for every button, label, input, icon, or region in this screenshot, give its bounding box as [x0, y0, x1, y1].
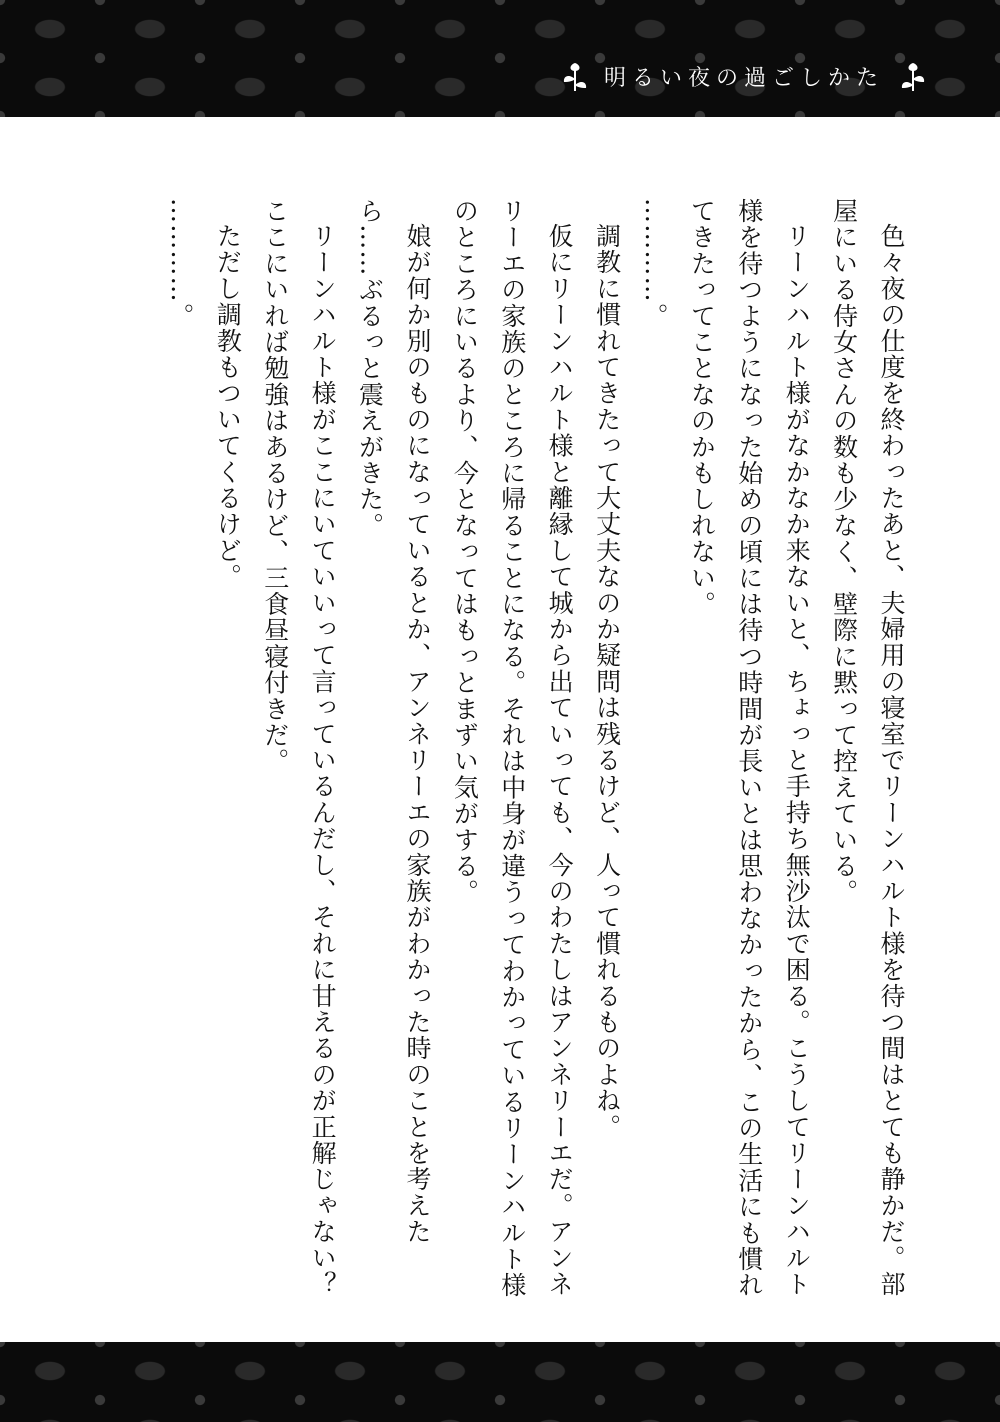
flower-sprig-icon [898, 59, 928, 93]
vertical-body-text [100, 198, 915, 1324]
ellipsis-line: …………。 [639, 198, 669, 329]
paragraph: 娘が何か別のものになっているとか、アンネリーエの家族がわかった時のことを考えたら……ぶるっと震えがきた。 [355, 198, 432, 1245]
paragraph: ただし調教もついてくるけど。 [213, 223, 243, 590]
paragraph: リーンハルト様がなかなか来ないと、ちょっと手持ち無沙汰で困る。こうしてリーンハルト様を待つようになった始めの頃には待つ時間が長いとは思わなかったから、この生活にも慣れてきたってことなのかもしれない。 [687, 198, 812, 1299]
ellipsis-line: …………。 [165, 198, 195, 329]
paragraph: 調教に慣れてきたって大丈夫なのか疑問は残るけど、人って慣れるものよね。 [592, 223, 622, 1140]
paragraph: リーンハルト様がここにいていいって言っているんだし、それに甘えるのが正解じゃない？ ここにいれば勉強はあるけど、三食昼寝付きだ。 [260, 198, 338, 1324]
flower-sprig-icon [560, 59, 590, 93]
chapter-header [560, 58, 928, 94]
paragraph: 色々夜の仕度を終わったあと、夫婦用の寝室でリーンハルト様を待つ間はとても静かだ。部屋にいる侍女さんの数も少なく、壁際に黙って控えている。 [829, 198, 906, 1298]
bottom-decorative-band [0, 1342, 1000, 1422]
chapter-title: 明るい夜の過ごしかた [603, 65, 884, 91]
paragraph: 仮にリーンハルト様と離縁して城から出ていっても、今のわたしはアンネリーエだ。アンネリーエの家族のところに帰ることになる。それは中身が違うってわかっているリーンハルト様のところにいるより、今となってはもっとまずい気がする。 [450, 198, 575, 1299]
